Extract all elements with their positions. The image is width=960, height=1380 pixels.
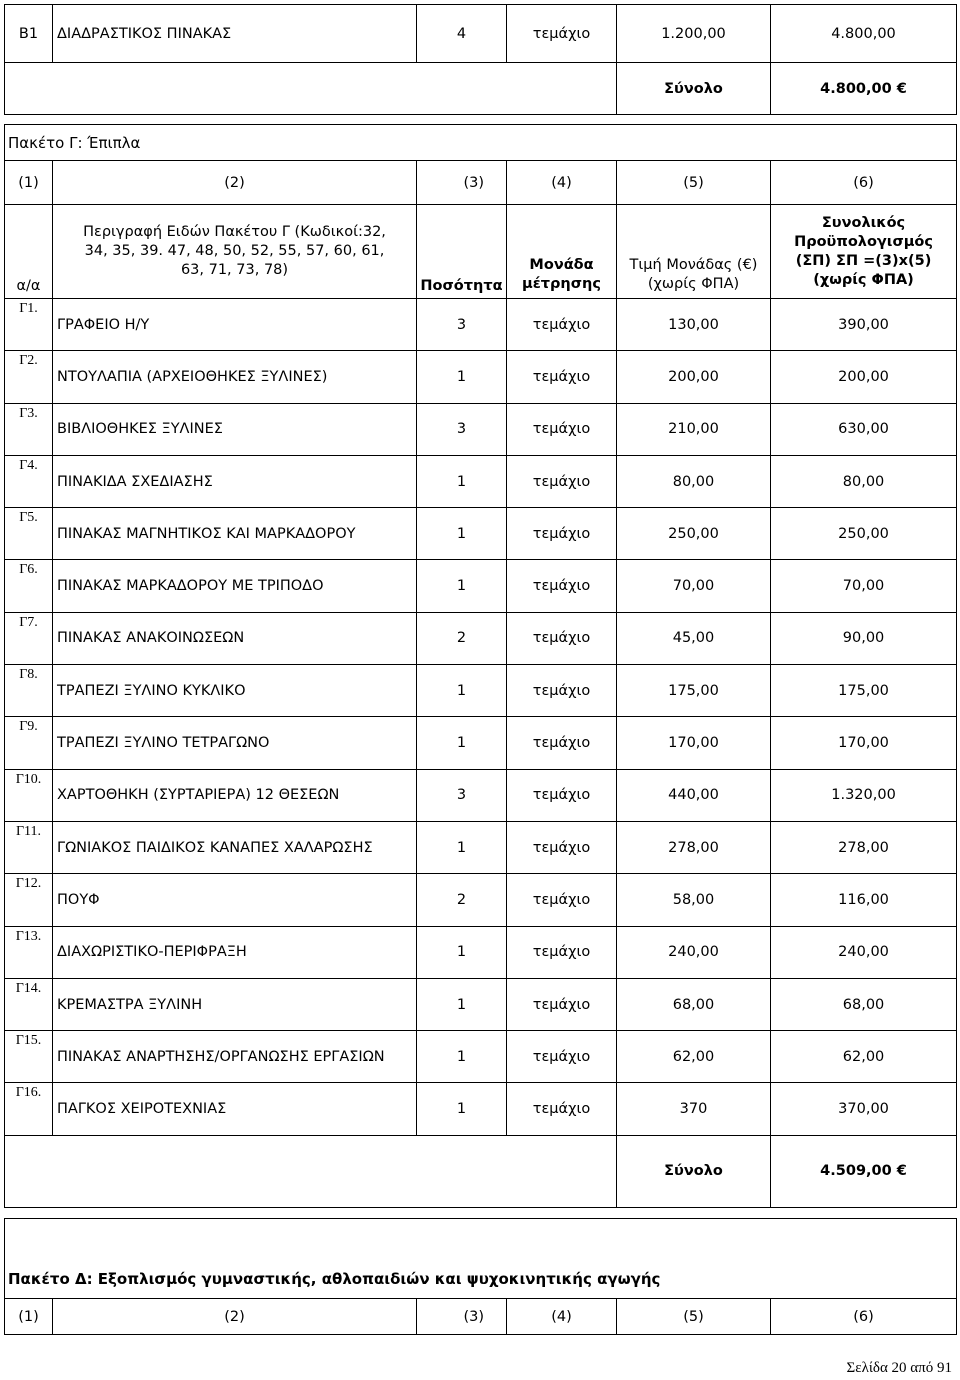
package-g-header-row — [5, 205, 957, 299]
item-unit-price: 80,00 — [617, 455, 771, 507]
item-total: 70,00 — [771, 560, 957, 612]
item-quantity: 1 — [417, 455, 507, 507]
item-unit-price: 70,00 — [617, 560, 771, 612]
item-unit-price: 200,00 — [617, 351, 771, 403]
item-description: ΒΙΒΛΙΟΘΗΚΕΣ ΞΥΛΙΝΕΣ — [53, 403, 417, 455]
b1-code: B1 — [5, 5, 53, 63]
col-number: (4) — [507, 161, 617, 205]
b1-description: ΔΙΑΔΡΑΣΤΙΚΟΣ ΠΙΝΑΚΑΣ — [53, 5, 417, 63]
item-total: 170,00 — [771, 717, 957, 769]
package-g-table — [4, 124, 957, 1208]
item-description: ΓΡΑΦΕΙΟ Η/Υ — [53, 299, 417, 351]
col-number: (3) — [417, 161, 507, 205]
item-number: Γ10. — [5, 769, 53, 821]
package-d-colnum-row — [5, 1299, 957, 1335]
b-total-value: 4.800,00 € — [771, 63, 957, 115]
package-g-title-row — [5, 125, 957, 161]
item-unit: τεμάχιο — [507, 665, 617, 717]
item-unit-price: 45,00 — [617, 612, 771, 664]
item-total: 370,00 — [771, 1083, 957, 1135]
item-quantity: 1 — [417, 560, 507, 612]
col-number: (1) — [5, 161, 53, 205]
table-row — [5, 1031, 957, 1083]
item-description: ΠΙΝΑΚΑΣ ΑΝΑΚΟΙΝΩΣΕΩΝ — [53, 612, 417, 664]
b1-quantity: 4 — [417, 5, 507, 63]
item-unit: τεμάχιο — [507, 717, 617, 769]
item-unit: τεμάχιο — [507, 769, 617, 821]
table-row — [5, 717, 957, 769]
item-quantity: 1 — [417, 665, 507, 717]
table-row — [5, 874, 957, 926]
b1-unit: τεμάχιο — [507, 5, 617, 63]
table-row — [5, 560, 957, 612]
header-quantity: Ποσότητα — [417, 205, 507, 299]
item-total: 390,00 — [771, 299, 957, 351]
item-number: Γ13. — [5, 926, 53, 978]
item-number: Γ2. — [5, 351, 53, 403]
item-number: Γ5. — [5, 508, 53, 560]
item-quantity: 1 — [417, 821, 507, 873]
table-row — [5, 299, 957, 351]
item-unit: τεμάχιο — [507, 821, 617, 873]
item-description: ΠΟΥΦ — [53, 874, 417, 926]
item-total: 90,00 — [771, 612, 957, 664]
item-number: Γ15. — [5, 1031, 53, 1083]
item-unit: τεμάχιο — [507, 1083, 617, 1135]
item-total: 278,00 — [771, 821, 957, 873]
item-total: 62,00 — [771, 1031, 957, 1083]
item-unit-price: 210,00 — [617, 403, 771, 455]
item-unit: τεμάχιο — [507, 978, 617, 1030]
item-description: ΠΙΝΑΚΑΣ ΑΝΑΡΤΗΣΗΣ/ΟΡΓΑΝΩΣΗΣ ΕΡΓΑΣΙΩΝ — [53, 1031, 417, 1083]
col-number: (3) — [417, 1299, 507, 1335]
table-row — [5, 821, 957, 873]
b1-total: 4.800,00 — [771, 5, 957, 63]
item-description: ΔΙΑΧΩΡΙΣΤΙΚΟ-ΠΕΡΙΦΡΑΞΗ — [53, 926, 417, 978]
table-row — [5, 455, 957, 507]
item-description: ΠΙΝΑΚΙΔΑ ΣΧΕΔΙΑΣΗΣ — [53, 455, 417, 507]
item-unit-price: 58,00 — [617, 874, 771, 926]
col-number: (5) — [617, 1299, 771, 1335]
item-unit-price: 250,00 — [617, 508, 771, 560]
item-number: Γ14. — [5, 978, 53, 1030]
page-number-footer: Σελίδα 20 από 91 — [846, 1360, 952, 1376]
col-number: (2) — [53, 1299, 417, 1335]
item-unit: τεμάχιο — [507, 612, 617, 664]
item-number: Γ4. — [5, 455, 53, 507]
item-unit-price: 278,00 — [617, 821, 771, 873]
table-row — [5, 403, 957, 455]
item-quantity: 1 — [417, 508, 507, 560]
col-number: (6) — [771, 1299, 957, 1335]
item-total: 200,00 — [771, 351, 957, 403]
item-description: ΝΤΟΥΛΑΠΙΑ (ΑΡΧΕΙΟΘΗΚΕΣ ΞΥΛΙΝΕΣ) — [53, 351, 417, 403]
header-total: Συνολικός Προϋπολογισμός (ΣΠ) ΣΠ =(3)x(5) (χωρίς ΦΠΑ) — [771, 205, 957, 299]
item-number: Γ6. — [5, 560, 53, 612]
table-row — [5, 769, 957, 821]
item-number: Γ1. — [5, 299, 53, 351]
package-g-total-value: 4.509,00 € — [771, 1135, 957, 1207]
header-aa: α/α — [5, 205, 53, 299]
table-row — [5, 978, 957, 1030]
package-g-total-row — [5, 1135, 957, 1207]
item-unit-price: 440,00 — [617, 769, 771, 821]
item-number: Γ7. — [5, 612, 53, 664]
item-quantity: 1 — [417, 351, 507, 403]
table-row — [5, 508, 957, 560]
item-unit: τεμάχιο — [507, 351, 617, 403]
item-description: ΧΑΡΤΟΘΗΚΗ (ΣΥΡΤΑΡΙΕΡΑ) 12 ΘΕΣΕΩΝ — [53, 769, 417, 821]
item-description: ΠΙΝΑΚΑΣ ΜΑΓΝΗΤΙΚΟΣ ΚΑΙ ΜΑΡΚΑΔΟΡΟΥ — [53, 508, 417, 560]
item-quantity: 3 — [417, 769, 507, 821]
item-unit-price: 370 — [617, 1083, 771, 1135]
item-number: Γ3. — [5, 403, 53, 455]
item-unit-price: 68,00 — [617, 978, 771, 1030]
package-g-title: Πακέτο Γ: Έπιπλα — [5, 125, 957, 161]
col-number: (4) — [507, 1299, 617, 1335]
table-row — [5, 926, 957, 978]
table-row — [5, 351, 957, 403]
item-quantity: 1 — [417, 717, 507, 769]
item-quantity: 1 — [417, 1031, 507, 1083]
item-total: 1.320,00 — [771, 769, 957, 821]
col-number: (5) — [617, 161, 771, 205]
item-unit: τεμάχιο — [507, 403, 617, 455]
item-description: ΠΙΝΑΚΑΣ ΜΑΡΚΑΔΟΡΟΥ ΜΕ ΤΡΙΠΟΔΟ — [53, 560, 417, 612]
item-quantity: 3 — [417, 299, 507, 351]
header-description: Περιγραφή Ειδών Πακέτου Γ (Κωδικοί:32, 34, 35, 39. 47, 48, 50, 52, 55, 57, 60, 61, 63, 71, 73, 78) — [53, 205, 417, 299]
package-d-title-row — [5, 1219, 957, 1299]
item-unit-price: 240,00 — [617, 926, 771, 978]
item-description: ΤΡΑΠΕΖΙ ΞΥΛΙΝΟ ΚΥΚΛΙΚΟ — [53, 665, 417, 717]
item-description: ΓΩΝΙΑΚΟΣ ΠΑΙΔΙΚΟΣ ΚΑΝΑΠΕΣ ΧΑΛΑΡΩΣΗΣ — [53, 821, 417, 873]
item-total: 80,00 — [771, 455, 957, 507]
col-number: (1) — [5, 1299, 53, 1335]
item-number: Γ8. — [5, 665, 53, 717]
item-quantity: 2 — [417, 612, 507, 664]
item-number: Γ16. — [5, 1083, 53, 1135]
item-total: 175,00 — [771, 665, 957, 717]
table-row — [5, 612, 957, 664]
item-total: 250,00 — [771, 508, 957, 560]
package-g-rows — [5, 299, 957, 1136]
b-total-label: Σύνολο — [617, 63, 771, 115]
item-description: ΤΡΑΠΕΖΙ ΞΥΛΙΝΟ ΤΕΤΡΑΓΩΝΟ — [53, 717, 417, 769]
item-total: 630,00 — [771, 403, 957, 455]
item-description: ΚΡΕΜΑΣΤΡΑ ΞΥΛΙΝΗ — [53, 978, 417, 1030]
item-total: 68,00 — [771, 978, 957, 1030]
item-unit: τεμάχιο — [507, 299, 617, 351]
package-g-total-label: Σύνολο — [617, 1135, 771, 1207]
table-row — [5, 665, 957, 717]
item-number: Γ12. — [5, 874, 53, 926]
package-g-colnum-row — [5, 161, 957, 205]
item-number: Γ11. — [5, 821, 53, 873]
table-row — [5, 5, 957, 63]
item-total: 116,00 — [771, 874, 957, 926]
b-package-table — [4, 4, 957, 115]
item-total: 240,00 — [771, 926, 957, 978]
item-unit: τεμάχιο — [507, 508, 617, 560]
item-unit-price: 62,00 — [617, 1031, 771, 1083]
b1-unit-price: 1.200,00 — [617, 5, 771, 63]
item-unit: τεμάχιο — [507, 874, 617, 926]
item-quantity: 1 — [417, 1083, 507, 1135]
item-unit: τεμάχιο — [507, 926, 617, 978]
item-description: ΠΑΓΚΟΣ ΧΕΙΡΟΤΕΧΝΙΑΣ — [53, 1083, 417, 1135]
item-quantity: 1 — [417, 978, 507, 1030]
item-unit-price: 175,00 — [617, 665, 771, 717]
col-number: (6) — [771, 161, 957, 205]
header-unit: Μονάδα μέτρησης — [507, 205, 617, 299]
col-number: (2) — [53, 161, 417, 205]
item-unit-price: 170,00 — [617, 717, 771, 769]
item-unit: τεμάχιο — [507, 1031, 617, 1083]
package-d-table — [4, 1218, 957, 1335]
package-d-title: Πακέτο Δ: Εξοπλισμός γυμναστικής, αθλοπαιδιών και ψυχοκινητικής αγωγής — [5, 1219, 957, 1299]
item-quantity: 2 — [417, 874, 507, 926]
header-unit-price: Τιμή Μονάδας (€) (χωρίς ΦΠΑ) — [617, 205, 771, 299]
item-unit: τεμάχιο — [507, 560, 617, 612]
item-unit-price: 130,00 — [617, 299, 771, 351]
b-total-row — [5, 63, 957, 115]
item-number: Γ9. — [5, 717, 53, 769]
item-quantity: 1 — [417, 926, 507, 978]
item-quantity: 3 — [417, 403, 507, 455]
table-row — [5, 1083, 957, 1135]
item-unit: τεμάχιο — [507, 455, 617, 507]
